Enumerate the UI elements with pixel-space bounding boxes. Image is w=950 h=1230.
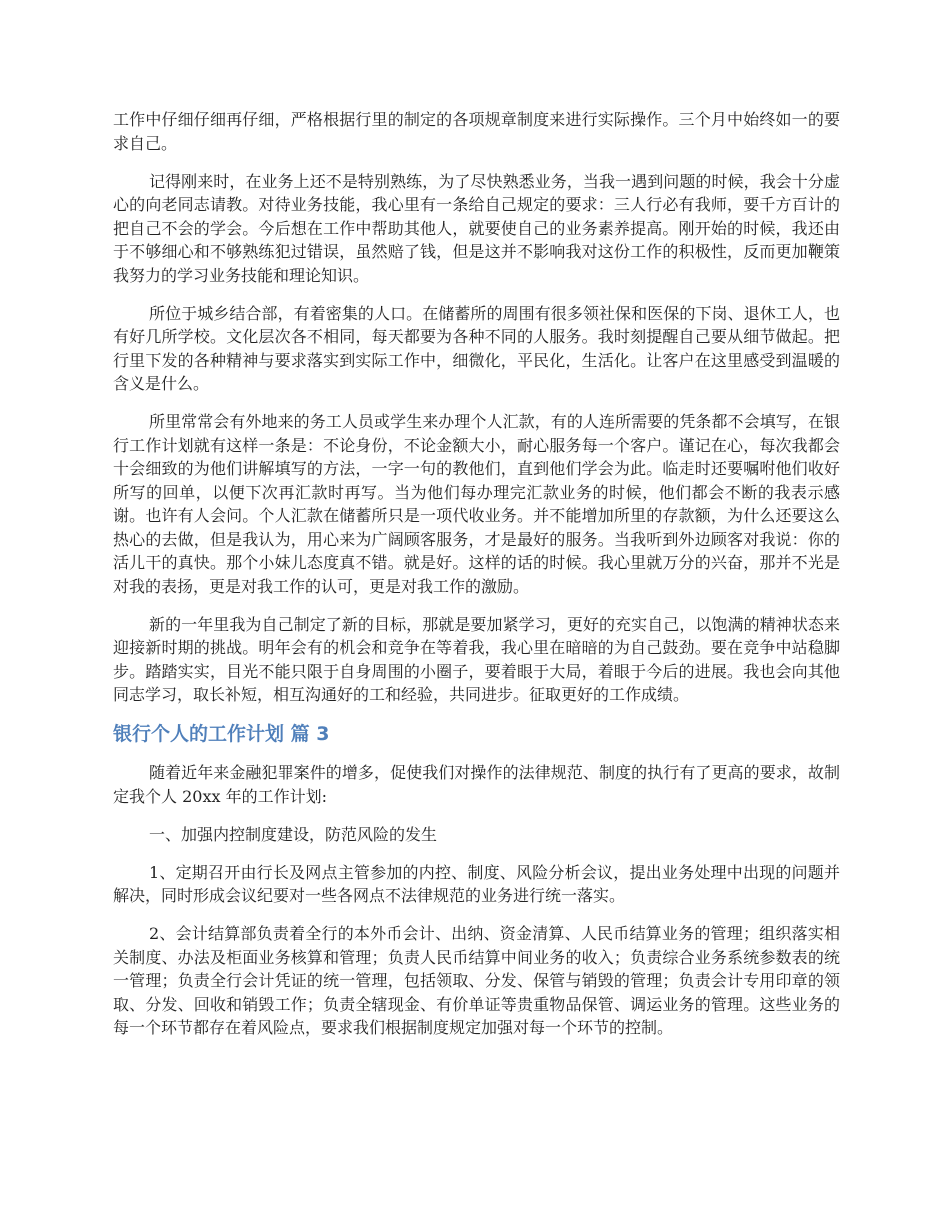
paragraph-section-one-title: 一、加强内控制度建设，防范风险的发生 — [149, 824, 438, 844]
paragraph-item-one: 1、定期召开由行长及网点主管参加的内控、制度、风险分析会议，提出业务处理中出现的问题并解决，同时形成会议纪要对一些各网点不法律规范的业务进行统一落实。 — [113, 862, 840, 905]
paragraph-new-year-goals: 新的一年里我为自己制定了新的目标，那就是要加紧学习，更好的充实自己，以饱满的精神状态来迎接新时期的挑战。明年会有的机会和竞争在等着我，我心里在暗暗的为自己鼓劲。要在竞争中站稳脚步。踏踏实实，目光不能只限于自身周围的小圈子，要着眼于大局，着眼于今后的进展。我也会向其他同志学习，取长补短，相互沟通好的工和经验，共同进步。征取更好的工作成绩。 — [113, 614, 840, 704]
paragraph-remittance-service: 所里常常会有外地来的务工人员或学生来办理个人汇款，有的人连所需要的凭条都不会填写，在银行工作计划就有这样一条是：不论身份，不论金额大小，耐心服务每一个客户。谨记在心，每次我都会十会细致的为他们讲解填写的方法，一字一句的教他们，直到他们学会为此。临走时还要嘱咐他们收好所写的回单，以便下次再汇款时再写。当为他们每办理完汇款业务的时候，他们都会不断的我表示感谢。也许有人会问。个人汇款在储蓄所只是一项代收业务。并不能增加所里的存款额，为什么还要这么热心的去做，但是我认为，用心来为广阔顾客服务，才是最好的服务。当我听到外边顾客对我说：你的活儿干的真快。那个小妹儿态度真不错。就是好。这样的话的时候。我心里就万分的兴奋，那并不光是对我的表扬，更是对我工作的认可，更是对我工作的激励。 — [113, 412, 840, 596]
paragraph-location: 所位于城乡结合部，有着密集的人口。在储蓄所的周围有很多领社保和医保的下岗、退休工人，也有好几所学校。文化层次各不相同，每天都要为各种不同的人服务。我时刻提醒自己要从细节做起。把行里下发的各种精神与要求落实到实际工作中，细微化，平民化，生活化。让客户在这里感受到温暖的含义是什么。 — [113, 303, 840, 393]
paragraph-item-two: 2、会计结算部负责着全行的本外币会计、出纳、资金清算、人民币结算业务的管理；组织落实相关制度、办法及柜面业务核算和管理；负责人民币结算中间业务的收入；负责综合业务系统参数表的统一管理；负责全行会计凭证的统一管理，包括领取、分发、保管与销毁的管理；负责会计专用印章的领取、分发、回收和销毁工作；负责全辖现金、有价单证等贵重物品保管、调运业务的管理。这些业务的每一个环节都存在着风险点，要求我们根据制度规定加强对每一个环节的控制。 — [113, 924, 840, 1037]
document-page — [113, 108, 840, 1054]
paragraph-continuation: 工作中仔细仔细再仔细，严格根据行里的制定的各项规章制度来进行实际操作。三个月中始终如一的要求自己。 — [113, 110, 840, 153]
paragraph-learning: 记得刚来时，在业务上还不是特别熟练，为了尽快熟悉业务，当我一遇到问题的时候，我会十分虚心的向老同志请教。对待业务技能，我心里有一条给自己规定的要求：三人行必有我师，要千方百计的把自己不会的学会。今后想在工作中帮助其他人，就要使自己的业务素养提高。刚开始的时候，我还由于不够细心和不够熟练犯过错误，虽然赔了钱，但是这并不影响我对这份工作的积极性，反而更加鞭策我努力的学习业务技能和理论知识。 — [113, 171, 840, 285]
section-heading: 银行个人的工作计划 篇 3 — [113, 723, 330, 745]
paragraph-intro: 随着近年来金融犯罪案件的增多，促使我们对操作的法律规范、制度的执行有了更高的要求，故制定我个人 20xx 年的工作计划: — [113, 763, 840, 806]
